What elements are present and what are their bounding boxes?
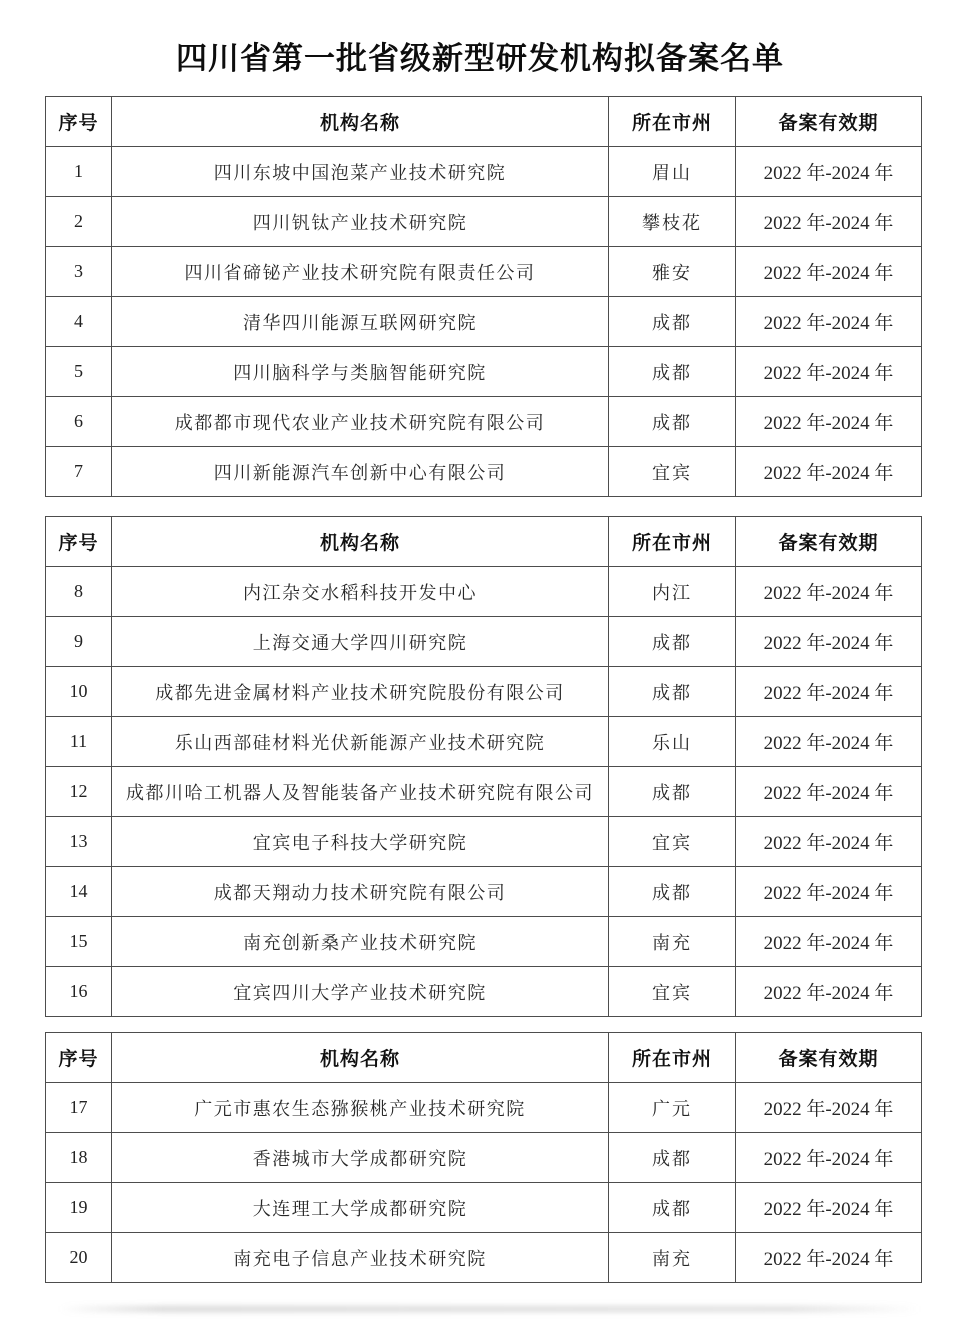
row-number: 17: [46, 1083, 112, 1133]
row-number: 13: [46, 817, 112, 867]
institution-name: 广元市惠农生态猕猴桃产业技术研究院: [112, 1083, 609, 1133]
header-index: 序号: [46, 1033, 112, 1083]
validity-period: 2022 年-2024 年: [736, 397, 922, 447]
header-validity: 备案有效期: [736, 517, 922, 567]
row-number: 4: [46, 297, 112, 347]
header-index: 序号: [46, 517, 112, 567]
institution-name: 成都先进金属材料产业技术研究院股份有限公司: [112, 667, 609, 717]
table-row: [46, 1083, 922, 1133]
validity-period: 2022 年-2024 年: [736, 867, 922, 917]
city: 南充: [609, 917, 736, 967]
institution-name: 上海交通大学四川研究院: [112, 617, 609, 667]
table-row: [46, 967, 922, 1017]
row-number: 18: [46, 1133, 112, 1183]
page-title: 四川省第一批省级新型研发机构拟备案名单: [176, 41, 784, 76]
row-number: 16: [46, 967, 112, 1017]
institution-name: 四川东坡中国泡菜产业技术研究院: [112, 147, 609, 197]
validity-period: 2022 年-2024 年: [736, 447, 922, 497]
validity-period: 2022 年-2024 年: [736, 717, 922, 767]
validity-period: 2022 年-2024 年: [736, 767, 922, 817]
institution-name: 香港城市大学成都研究院: [112, 1133, 609, 1183]
scan-artifact: [60, 1306, 920, 1312]
city: 宜宾: [609, 817, 736, 867]
city: 成都: [609, 1183, 736, 1233]
table-row: [46, 397, 922, 447]
row-number: 3: [46, 247, 112, 297]
institution-name: 乐山西部硅材料光伏新能源产业技术研究院: [112, 717, 609, 767]
institution-name: 四川钒钛产业技术研究院: [112, 197, 609, 247]
city: 南充: [609, 1233, 736, 1283]
table-row: [46, 147, 922, 197]
table-row: [46, 767, 922, 817]
table-row: [46, 347, 922, 397]
header-institution-name: 机构名称: [112, 517, 609, 567]
row-number: 5: [46, 347, 112, 397]
roster-table-3: [45, 1032, 922, 1283]
header-city: 所在市州: [609, 1033, 736, 1083]
table-row: [46, 667, 922, 717]
city: 成都: [609, 667, 736, 717]
table-row: [46, 567, 922, 617]
city: 眉山: [609, 147, 736, 197]
table-row: [46, 1233, 922, 1283]
institution-name: 清华四川能源互联网研究院: [112, 297, 609, 347]
city: 成都: [609, 1133, 736, 1183]
row-number: 11: [46, 717, 112, 767]
header-institution-name: 机构名称: [112, 97, 609, 147]
validity-period: 2022 年-2024 年: [736, 917, 922, 967]
roster-table-1: [45, 96, 922, 497]
city: 宜宾: [609, 447, 736, 497]
institution-name: 大连理工大学成都研究院: [112, 1183, 609, 1233]
table-row: [46, 817, 922, 867]
validity-period: 2022 年-2024 年: [736, 817, 922, 867]
row-number: 19: [46, 1183, 112, 1233]
validity-period: 2022 年-2024 年: [736, 247, 922, 297]
validity-period: 2022 年-2024 年: [736, 147, 922, 197]
city: 内江: [609, 567, 736, 617]
validity-period: 2022 年-2024 年: [736, 1133, 922, 1183]
institution-name: 成都都市现代农业产业技术研究院有限公司: [112, 397, 609, 447]
city: 成都: [609, 767, 736, 817]
city: 成都: [609, 617, 736, 667]
city: 乐山: [609, 717, 736, 767]
institution-name: 四川新能源汽车创新中心有限公司: [112, 447, 609, 497]
institution-name: 宜宾四川大学产业技术研究院: [112, 967, 609, 1017]
validity-period: 2022 年-2024 年: [736, 297, 922, 347]
table-row: [46, 247, 922, 297]
row-number: 20: [46, 1233, 112, 1283]
institution-name: 内江杂交水稻科技开发中心: [112, 567, 609, 617]
row-number: 2: [46, 197, 112, 247]
table-row: [46, 717, 922, 767]
row-number: 10: [46, 667, 112, 717]
table-row: [46, 867, 922, 917]
table-row: [46, 1183, 922, 1233]
row-number: 7: [46, 447, 112, 497]
row-number: 15: [46, 917, 112, 967]
validity-period: 2022 年-2024 年: [736, 967, 922, 1017]
institution-name: 四川省碲铋产业技术研究院有限责任公司: [112, 247, 609, 297]
institution-name: 宜宾电子科技大学研究院: [112, 817, 609, 867]
table-header-row: [46, 1033, 922, 1083]
table-header-row: [46, 517, 922, 567]
row-number: 12: [46, 767, 112, 817]
institution-name: 成都川哈工机器人及智能装备产业技术研究院有限公司: [112, 767, 609, 817]
city: 雅安: [609, 247, 736, 297]
validity-period: 2022 年-2024 年: [736, 617, 922, 667]
institution-name: 成都天翔动力技术研究院有限公司: [112, 867, 609, 917]
institution-name: 四川脑科学与类脑智能研究院: [112, 347, 609, 397]
table-row: [46, 447, 922, 497]
institution-name: 南充电子信息产业技术研究院: [112, 1233, 609, 1283]
table-row: [46, 297, 922, 347]
row-number: 6: [46, 397, 112, 447]
city: 成都: [609, 867, 736, 917]
roster-table-2: [45, 516, 922, 1017]
institution-name: 南充创新桑产业技术研究院: [112, 917, 609, 967]
city: 广元: [609, 1083, 736, 1133]
header-index: 序号: [46, 97, 112, 147]
validity-period: 2022 年-2024 年: [736, 567, 922, 617]
city: 攀枝花: [609, 197, 736, 247]
table-row: [46, 197, 922, 247]
row-number: 9: [46, 617, 112, 667]
city: 成都: [609, 297, 736, 347]
header-city: 所在市州: [609, 97, 736, 147]
header-validity: 备案有效期: [736, 1033, 922, 1083]
table-header-row: [46, 97, 922, 147]
row-number: 14: [46, 867, 112, 917]
validity-period: 2022 年-2024 年: [736, 347, 922, 397]
validity-period: 2022 年-2024 年: [736, 1233, 922, 1283]
validity-period: 2022 年-2024 年: [736, 667, 922, 717]
table-row: [46, 617, 922, 667]
table-row: [46, 1133, 922, 1183]
city: 成都: [609, 347, 736, 397]
validity-period: 2022 年-2024 年: [736, 1083, 922, 1133]
validity-period: 2022 年-2024 年: [736, 197, 922, 247]
header-institution-name: 机构名称: [112, 1033, 609, 1083]
city: 成都: [609, 397, 736, 447]
row-number: 1: [46, 147, 112, 197]
city: 宜宾: [609, 967, 736, 1017]
header-city: 所在市州: [609, 517, 736, 567]
header-validity: 备案有效期: [736, 97, 922, 147]
table-row: [46, 917, 922, 967]
validity-period: 2022 年-2024 年: [736, 1183, 922, 1233]
row-number: 8: [46, 567, 112, 617]
